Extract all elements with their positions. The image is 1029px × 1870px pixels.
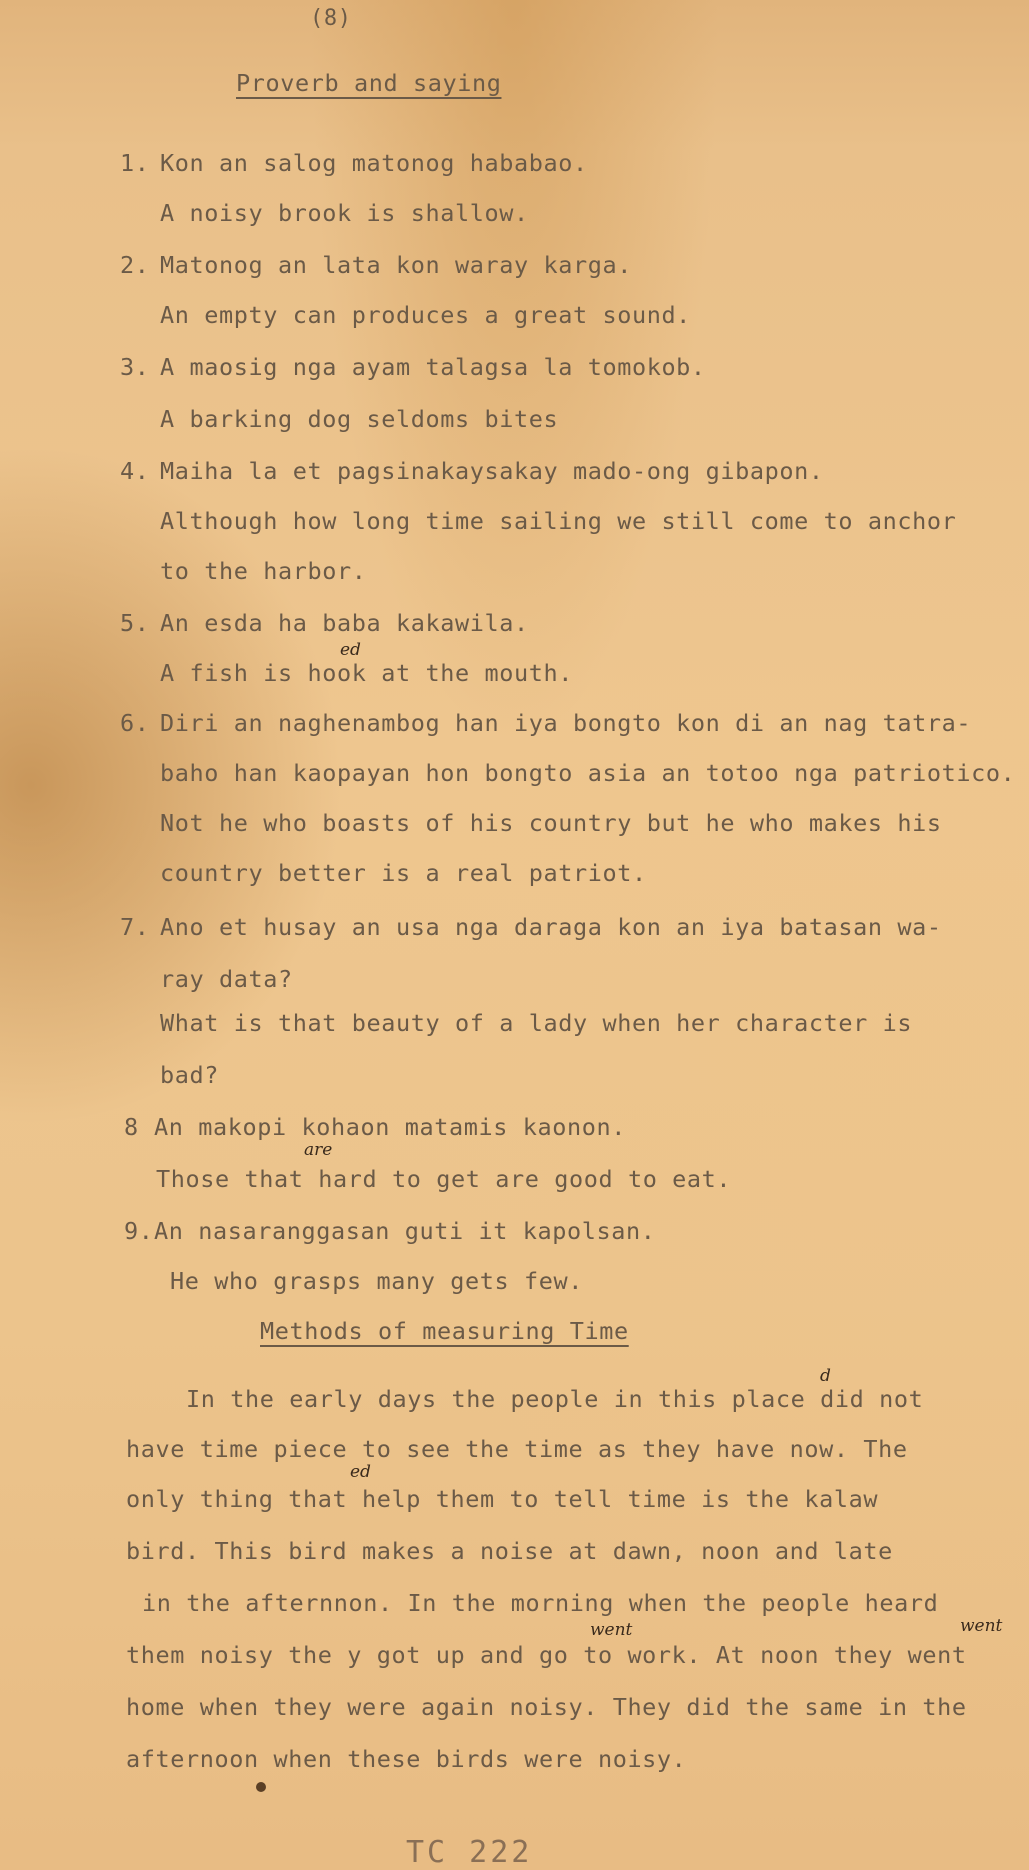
proverbs-heading: Proverb and saying [236, 69, 502, 97]
page-number: (8) [310, 6, 352, 31]
paragraph-line-7: home when they were again noisy. They did the same in the [126, 1693, 967, 1721]
handwritten-d-did: d [820, 1366, 831, 1386]
proverb-4-number: 4. [120, 457, 150, 485]
proverb-3-english: A barking dog seldoms bites [160, 405, 559, 433]
proverb-4-english-line-2: to the harbor. [160, 557, 367, 585]
proverb-6-number: 6. [120, 709, 150, 737]
proverb-8-waray: An makopi kohaon matamis kaonon. [154, 1113, 626, 1141]
paragraph-line-5: in the afternnon. In the morning when the people heard [142, 1589, 939, 1617]
paragraph-line-2: have time piece to see the time as they have now. The [126, 1435, 908, 1463]
proverb-3-number: 3. [120, 353, 150, 381]
proverb-7-english-line-2: bad? [160, 1061, 219, 1089]
handwritten-are-insertion: are [304, 1140, 333, 1160]
paragraph-line-4: bird. This bird makes a noise at dawn, noon and late [126, 1537, 893, 1565]
proverb-4-waray: Maiha la et pagsinakaysakay mado-ong gibapon. [160, 457, 824, 485]
proverb-8-number: 8 [124, 1113, 139, 1141]
time-heading: Methods of measuring Time [260, 1317, 629, 1345]
footer-code: TC 222 [406, 1835, 533, 1870]
proverb-6-english-line-1: Not he who boasts of his country but he who makes his [160, 809, 942, 837]
proverb-5-english: A fish is hook at the mouth. [160, 659, 573, 687]
proverb-6-waray-line-2: baho han kaopayan hon bongto asia an totoo nga patriotico. [160, 759, 1016, 787]
proverb-7-waray-line-2: ray data? [160, 965, 293, 993]
paragraph-line-6: them noisy the y got up and go to work. At noon they went [126, 1641, 967, 1669]
handwritten-ed-helped: ed [350, 1462, 371, 1482]
proverb-4-english-line-1: Although how long time sailing we still come to anchor [160, 507, 957, 535]
proverb-2-english: An empty can produces a great sound. [160, 301, 691, 329]
paragraph-line-8: afternoon when these birds were noisy. [126, 1745, 687, 1773]
proverb-3-waray: A maosig nga ayam talagsa la tomokob. [160, 353, 706, 381]
ink-blot [256, 1782, 266, 1792]
proverb-9-waray: An nasaranggasan guti it kapolsan. [154, 1217, 656, 1245]
proverb-9-english: He who grasps many gets few. [170, 1267, 583, 1295]
proverb-5-number: 5. [120, 609, 150, 637]
proverb-2-number: 2. [120, 251, 150, 279]
proverb-8-english: Those that hard to get are good to eat. [156, 1165, 732, 1193]
proverb-2-waray: Matonog an lata kon waray karga. [160, 251, 632, 279]
proverb-6-waray-line-1: Diri an naghenambog han iya bongto kon di an nag tatra- [160, 709, 972, 737]
proverb-6-english-line-2: country better is a real patriot. [160, 859, 647, 887]
proverb-5-waray: An esda ha baba kakawila. [160, 609, 529, 637]
proverb-7-waray-line-1: Ano et husay an usa nga daraga kon an iya batasan wa- [160, 913, 942, 941]
proverb-7-english-line-1: What is that beauty of a lady when her character is [160, 1009, 913, 1037]
proverb-1-english: A noisy brook is shallow. [160, 199, 529, 227]
handwritten-went-insertion: went [590, 1620, 633, 1640]
proverb-9-number: 9. [124, 1217, 154, 1245]
paragraph-line-3: only thing that help them to tell time is the kalaw [126, 1485, 879, 1513]
paragraph-line-1: In the early days the people in this place did not [186, 1385, 924, 1413]
handwritten-went-noon: went [960, 1616, 1003, 1636]
proverb-1-waray: Kon an salog matonog hababao. [160, 149, 588, 177]
proverb-1-number: 1. [120, 149, 150, 177]
handwritten-ed-hooked: ed [340, 640, 361, 660]
proverb-7-number: 7. [120, 913, 150, 941]
